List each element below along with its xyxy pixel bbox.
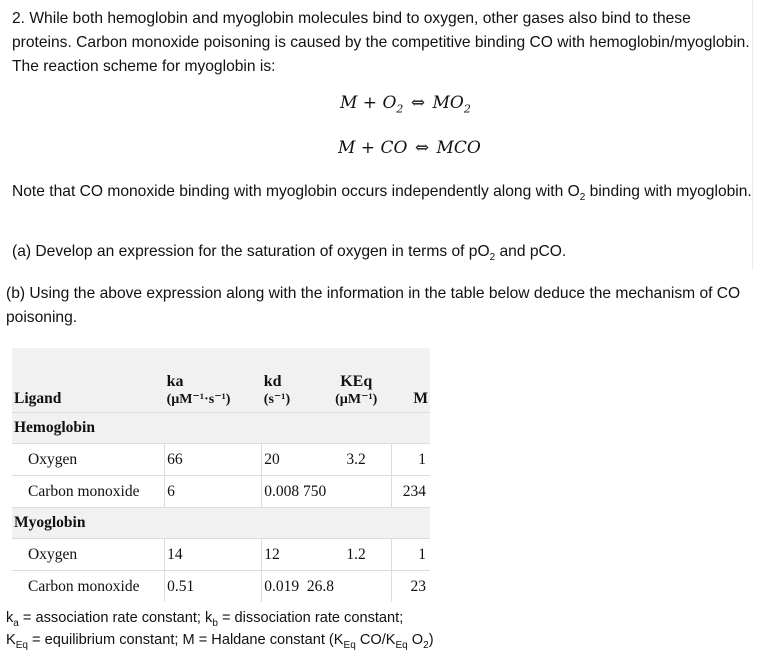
header-keq xyxy=(321,348,392,413)
fn2-b-sub: Eq xyxy=(343,639,356,651)
table-row xyxy=(12,539,430,571)
header-ka xyxy=(165,348,262,413)
cell-m: 1 xyxy=(392,539,431,571)
table-group-row xyxy=(12,508,430,539)
cell-ka: 6 xyxy=(165,476,262,508)
fn2-b: = equilibrium constant; M = Haldane constant (K xyxy=(27,632,344,648)
reaction-equation-oxygen xyxy=(340,93,471,115)
eq1-lhs-sub: 2 xyxy=(396,102,404,116)
header-ligand: Ligand xyxy=(14,390,62,407)
cell-keq: 750 xyxy=(303,482,327,500)
cell-ka: 14 xyxy=(165,539,262,571)
fn1-c: = dissociation rate constant; xyxy=(217,610,404,626)
cell-ligand: Carbon monoxide xyxy=(12,571,165,603)
cell-m: 1 xyxy=(392,444,431,476)
cell-kd: 20 xyxy=(262,444,321,476)
cell-kd-keq xyxy=(262,476,392,508)
binding-constants-table xyxy=(12,348,430,602)
part-a-text: (a) Develop an expression for the saturation of oxygen in terms of pO xyxy=(12,243,490,260)
eq1-rhs-sub: 2 xyxy=(463,102,471,116)
cell-ligand: Oxygen xyxy=(12,539,165,571)
footnote-line-2 xyxy=(6,629,434,657)
header-kd-symbol: kd xyxy=(263,373,282,390)
question-intro: 2. While both hemoglobin and myoglobin molecules bind to oxygen, other gases also bind to these proteins. Carbon monoxide poisoning is caused by the competitive binding CO with hemoglobin/myoglobin. The reaction scheme for myoglobin is: xyxy=(12,10,750,75)
cell-keq: 26.8 xyxy=(306,577,335,595)
header-kd xyxy=(262,348,321,413)
cell-ka: 66 xyxy=(165,444,262,476)
part-a-text-b: and pCO. xyxy=(495,243,567,260)
cell-m: 23 xyxy=(392,571,431,603)
cell-keq: 3.2 xyxy=(321,444,392,476)
part-a xyxy=(12,240,752,270)
fn1-b: = association rate constant; k xyxy=(18,610,213,626)
table-row xyxy=(12,476,430,508)
fn2-d: O xyxy=(407,632,424,648)
double-arrow-icon: ⇔ xyxy=(414,138,430,158)
cell-kd: 12 xyxy=(262,539,321,571)
header-ka-symbol: ka xyxy=(166,373,184,390)
eq2-rhs: MCO xyxy=(436,138,481,158)
table-row xyxy=(12,444,430,476)
table-row xyxy=(12,571,430,603)
fn2-c: CO/K xyxy=(355,632,396,648)
cell-kd: 0.008 xyxy=(264,482,300,500)
group-myoglobin: Myoglobin xyxy=(12,508,430,539)
cell-ligand: Oxygen xyxy=(12,444,165,476)
header-kd-unit: (s⁻¹) xyxy=(263,392,291,407)
note-text-a: Note that CO monoxide binding with myoglobin occurs independently along with O xyxy=(12,183,580,200)
fn2-e: ) xyxy=(428,632,434,648)
fn1-b-sub: b xyxy=(212,617,218,629)
fn2-a-sub: Eq xyxy=(15,639,28,651)
part-a-sub: 2 xyxy=(489,252,496,264)
eq1-rhs: MO xyxy=(432,93,464,113)
fn2-a: K xyxy=(6,632,16,648)
header-ka-unit: (µM⁻¹·s⁻¹) xyxy=(166,392,231,407)
cell-m: 234 xyxy=(392,476,431,508)
eq1-lhs: M + O xyxy=(340,93,397,113)
reaction-equation-co xyxy=(338,138,481,158)
cell-kd-keq xyxy=(262,571,392,603)
fn2-d-sub: 2 xyxy=(423,639,429,651)
eq2-lhs: M + CO xyxy=(338,138,408,158)
fn2-c-sub: Eq xyxy=(395,639,408,651)
note-text-b: binding with myoglobin. xyxy=(585,183,752,200)
cell-kd: 0.019 xyxy=(264,577,300,595)
independence-note xyxy=(12,180,752,210)
cell-ligand: Carbon monoxide xyxy=(12,476,165,508)
table-group-row xyxy=(12,413,430,444)
part-b: (b) Using the above expression along with the information in the table below deduce the mechanism of CO poisoning. xyxy=(6,285,741,326)
double-arrow-icon: ⇔ xyxy=(410,93,426,113)
cell-keq: 1.2 xyxy=(321,539,392,571)
fn1-a: k xyxy=(6,610,14,626)
note-sub: 2 xyxy=(579,192,586,204)
cell-ka: 0.51 xyxy=(165,571,262,603)
header-keq-symbol: KEq xyxy=(340,373,373,390)
table-header-row xyxy=(12,348,430,413)
header-keq-unit: (µM⁻¹) xyxy=(335,392,378,407)
group-hemoglobin: Hemoglobin xyxy=(12,413,430,444)
fn1-a-sub: a xyxy=(13,617,19,629)
header-m: M xyxy=(413,390,428,407)
